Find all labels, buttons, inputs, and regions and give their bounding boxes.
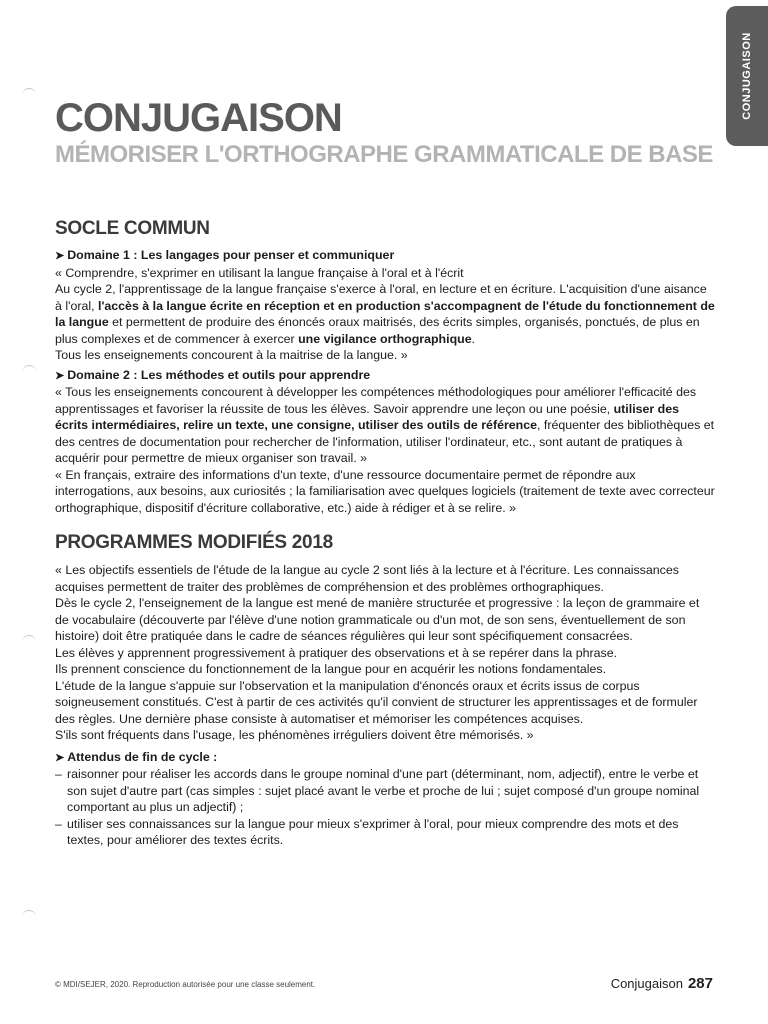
d1-text: et permettent de produire des énoncés oraux maitrisés, des écrits simples, organisés, ponctués, de plus en plus complexes et de commencer à exercer: [55, 315, 700, 346]
d1-text: .: [471, 331, 476, 346]
punch-hole-mark: [22, 88, 36, 97]
attendus-item: – raisonner pour réaliser les accords dans le groupe nominal d'une part (déterminant, nom, adjectif), entre le verbe et son sujet d'autre part (cas simples : sujet placé avant le verbe et proche de lui ; sujet composé d'un groupe nominal comportant au plus un adjectif) ;: [55, 766, 715, 816]
domaine-1-heading: [55, 247, 715, 265]
programmes-title: PROGRAMMES MODIFIÉS 2018: [55, 532, 333, 553]
punch-hole-mark: [22, 635, 36, 644]
programmes-paragraph: L'étude de la langue s'appuie sur l'observation et la manipulation d'énoncés oraux et écrits issus de corpus soigneusement constitués. C'est à partir de ces activités qu'il convient de structurer les apprentissages et de formuler des règles. Une dernière phase consiste à automatiser et mémoriser les compétences acquises.: [55, 678, 698, 726]
d2-text: « Tous les enseignements concourent à développer les compétences méthodologiques pour améliorer l'efficacité des apprentissages et favoriser la réussite de tous les élèves. Savoir apprendre une leçon ou une poésie,: [55, 385, 697, 416]
socle-commun-body: [55, 247, 715, 516]
arrow-bullet-icon: ➤: [55, 751, 65, 764]
d1-bold-text: une vigilance orthographique: [298, 331, 472, 346]
d2-text: , fréquenter des bibliothèques et des centres de documentation pour rechercher de l'information, utiliser l'ordinateur, etc., sont autant de pratiques à acquérir pour permettre de mieux organiser son travail. »: [55, 418, 715, 465]
punch-hole-mark: [22, 365, 36, 374]
attendus-list: [55, 766, 715, 849]
d1-bold-text: l'accès à la langue écrite en réception et en production s'accompagnent de l'étude du fonctionnement de la langue: [55, 298, 715, 329]
attendus-heading: [55, 749, 715, 767]
attendus-item: – utiliser ses connaissances sur la langue pour mieux s'exprimer à l'oral, pour mieux comprendre des mots et des textes, pour améliorer des textes écrits.: [55, 816, 715, 849]
side-tab-label: CONJUGAISON: [741, 32, 753, 120]
arrow-bullet-icon: ➤: [55, 250, 65, 262]
domaine-1-paragraph-3: Tous les enseignements concourent à la maitrise de la langue. »: [55, 348, 408, 362]
d2-bold-text: utiliser des écrits intermédiaires, relire un texte, une consigne, utiliser des outils de référence: [55, 401, 680, 432]
side-tab: [726, 6, 768, 146]
programmes-paragraph: « Les objectifs essentiels de l'étude de la langue au cycle 2 sont liés à la lecture et à l'écriture. Les connaissances acquises permettent de traiter des problèmes de compréhension et des problèmes orthographiques.: [55, 563, 679, 594]
domaine-1-paragraph-1: « Comprendre, s'exprimer en utilisant la langue française à l'oral et à l'écrit: [55, 265, 464, 280]
punch-hole-mark: [22, 910, 36, 919]
domaine-1-paragraph-2: [55, 281, 715, 347]
programmes-paragraph: S'ils sont fréquents dans l'usage, les phénomènes irréguliers doivent être mémorisés. »: [55, 728, 534, 742]
domaine-2-heading: [55, 367, 715, 385]
attendus-heading-text: Attendus de fin de cycle :: [67, 749, 218, 764]
domaine-2-paragraph-1: [55, 384, 715, 467]
page-subtitle: MÉMORISER L'ORTHOGRAPHE GRAMMATICALE DE BASE: [55, 141, 713, 168]
programmes-body: [55, 562, 715, 849]
programmes-paragraph: Les élèves y apprennent progressivement à pratiquer des observations et à se repérer dans la phrase.: [55, 645, 618, 660]
page-title: CONJUGAISON: [55, 96, 342, 140]
domaine-1-heading-text: Domaine 1 : Les langages pour penser et communiquer: [67, 248, 395, 262]
arrow-bullet-icon: ➤: [55, 369, 65, 382]
footer-section-name: Conjugaison: [610, 976, 683, 991]
domaine-2-heading-text: Domaine 2 : Les méthodes et outils pour apprendre: [67, 367, 371, 382]
copyright-notice: © MDI/SEJER, 2020. Reproduction autorisée pour une classe seulement.: [55, 980, 316, 989]
page-footer: [611, 975, 713, 992]
domaine-2-paragraph-2: « En français, extraire des informations d'un texte, d'une ressource documentaire permet de répondre aux interrogations, aux besoins, aux curiosités ; la familiarisation avec quelques logiciels (traitement de texte avec correcteur orthographique, dispositif d'écriture collaborative, etc.) aide à rédiger et à se relire. »: [55, 467, 715, 515]
page-number: 287: [687, 975, 713, 992]
programmes-paragraph: Ils prennent conscience du fonctionnement de la langue pour en acquérir les notions fondamentales.: [55, 662, 607, 676]
d1-text: Au cycle 2, l'apprentissage de la langue française s'exerce à l'oral, en lecture et en écriture. L'acquisition d'une aisance à l'oral,: [55, 282, 707, 313]
programmes-paragraph: Dès le cycle 2, l'enseignement de la langue est mené de manière structurée et progressive : la leçon de grammaire et de vocabulaire (découverte par l'élève d'une notion grammaticale ou d'un mot, de son sens, éventuellement de son histoire) doit être pratiquée dans le cadre de séances régulières qui leur sont spécifiquement consacrées.: [55, 596, 700, 643]
socle-commun-title: SOCLE COMMUN: [55, 218, 210, 239]
